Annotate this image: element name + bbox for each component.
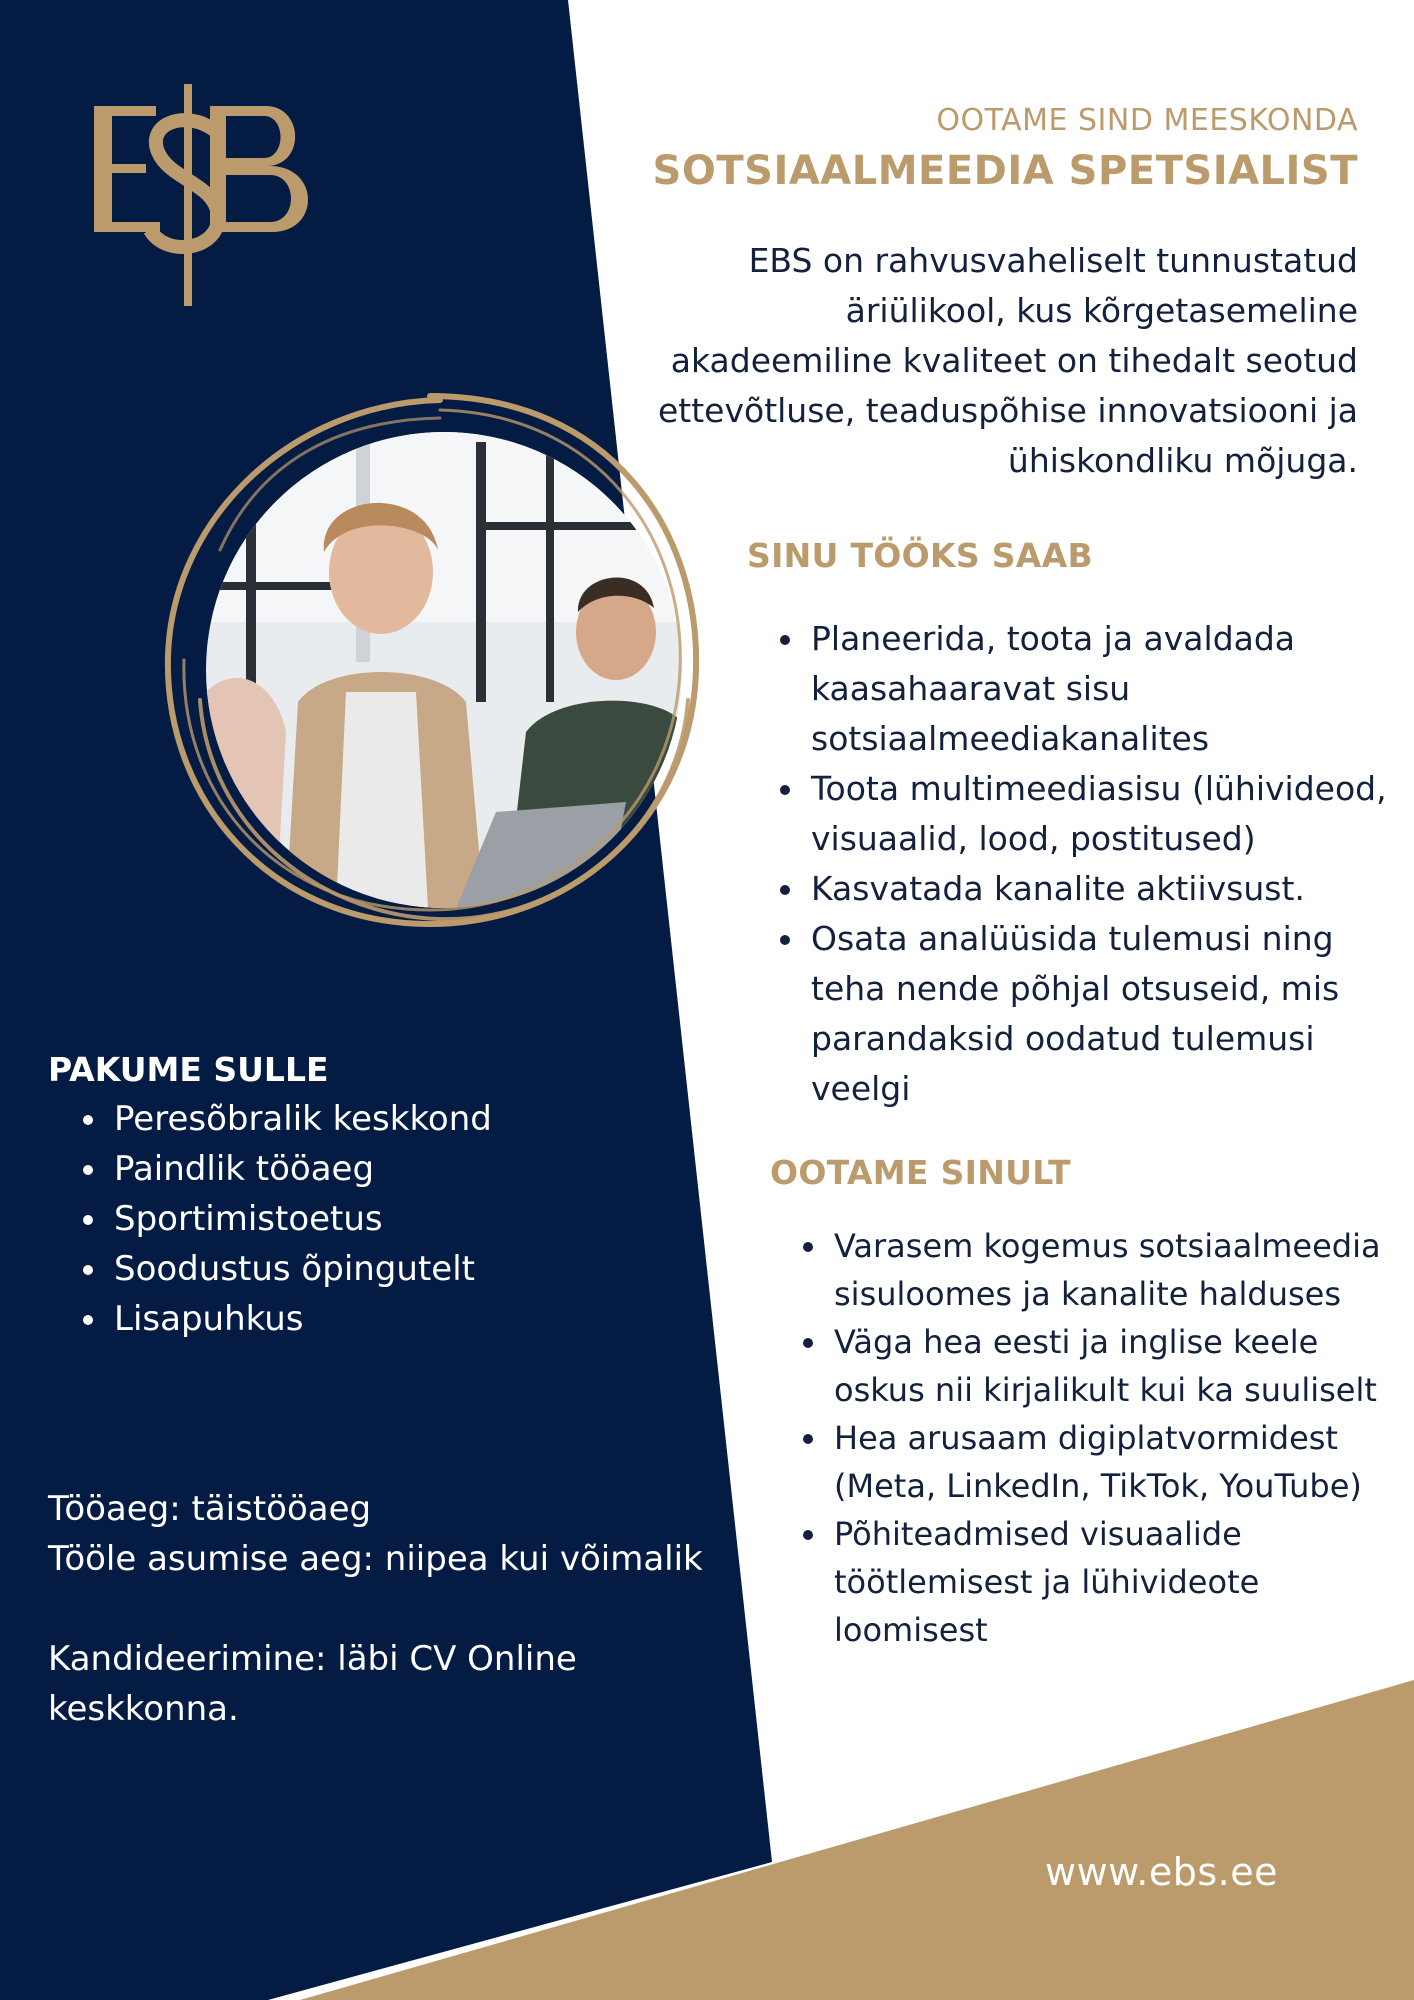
list-item: • Soodustus õpingutelt: [110, 1244, 648, 1294]
list-item: • Sportimistoetus: [110, 1194, 648, 1244]
intro-line: akadeemiline kvaliteet on tihedalt seotud: [670, 341, 1358, 380]
job-title: SOTSIAALMEEDIA SPETSIALIST: [652, 148, 1358, 194]
website-link[interactable]: www.ebs.ee: [1045, 1850, 1278, 1894]
intro-paragraph: [658, 236, 1358, 486]
header-kicker: OOTAME SIND MEESKONDA: [936, 103, 1358, 138]
list-item: • Peresõbralik keskkond: [110, 1094, 648, 1144]
intro-line: äriülikool, kus kõrgetasemeline: [845, 291, 1358, 330]
offer-heading: PAKUME SULLE: [48, 1050, 329, 1089]
gold-brush-ring: [140, 370, 720, 950]
start-time: Tööle asumise aeg: niipea kui võimalik: [48, 1539, 703, 1579]
list-item: • Paindlik tööaeg: [110, 1144, 648, 1194]
offer-list: [48, 1094, 648, 1344]
list-item: • Väga hea eesti ja inglise keele oskus nii kirjalikult kui ka suuliselt: [830, 1318, 1410, 1414]
list-item: • Kasvatada kanalite aktiivsust.: [807, 864, 1407, 914]
list-item: • Lisapuhkus: [110, 1294, 648, 1344]
intro-line: ettevõtluse, teaduspõhise innovatsiooni ja: [658, 391, 1359, 430]
intro-line: EBS on rahvusvaheliselt tunnustatud: [748, 241, 1358, 280]
application-info-cont: keskkonna.: [48, 1689, 239, 1729]
requirements-list: [770, 1222, 1410, 1654]
list-item: • Põhiteadmised visuaalide töötlemisest ja lühivideote loomisest: [830, 1510, 1410, 1654]
work-time: Tööaeg: täistööaeg: [48, 1489, 372, 1529]
tasks-list: [747, 614, 1407, 1114]
application-info: Kandideerimine: läbi CV Online: [48, 1639, 577, 1679]
list-item: • Varasem kogemus sotsiaalmeedia sisuloomes ja kanalite halduses: [830, 1222, 1410, 1318]
list-item: • Planeerida, toota ja avaldada kaasahaaravat sisu sotsiaalmeediakanalites: [807, 614, 1407, 764]
list-item: • Osata analüüsida tulemusi ning teha nende põhjal otsuseid, mis parandaksid oodatud tulemusi veelgi: [807, 914, 1407, 1114]
list-item: • Toota multimeediasisu (lühivideod, visuaalid, lood, postitused): [807, 764, 1407, 864]
intro-line: ühiskondliku mõjuga.: [1007, 441, 1358, 480]
requirements-heading: OOTAME SINULT: [770, 1153, 1071, 1192]
list-item: • Hea arusaam digiplatvormidest (Meta, LinkedIn, TikTok, YouTube): [830, 1414, 1410, 1510]
tasks-heading: SINU TÖÖKS SAAB: [747, 536, 1093, 575]
ebs-logo: [88, 80, 338, 310]
